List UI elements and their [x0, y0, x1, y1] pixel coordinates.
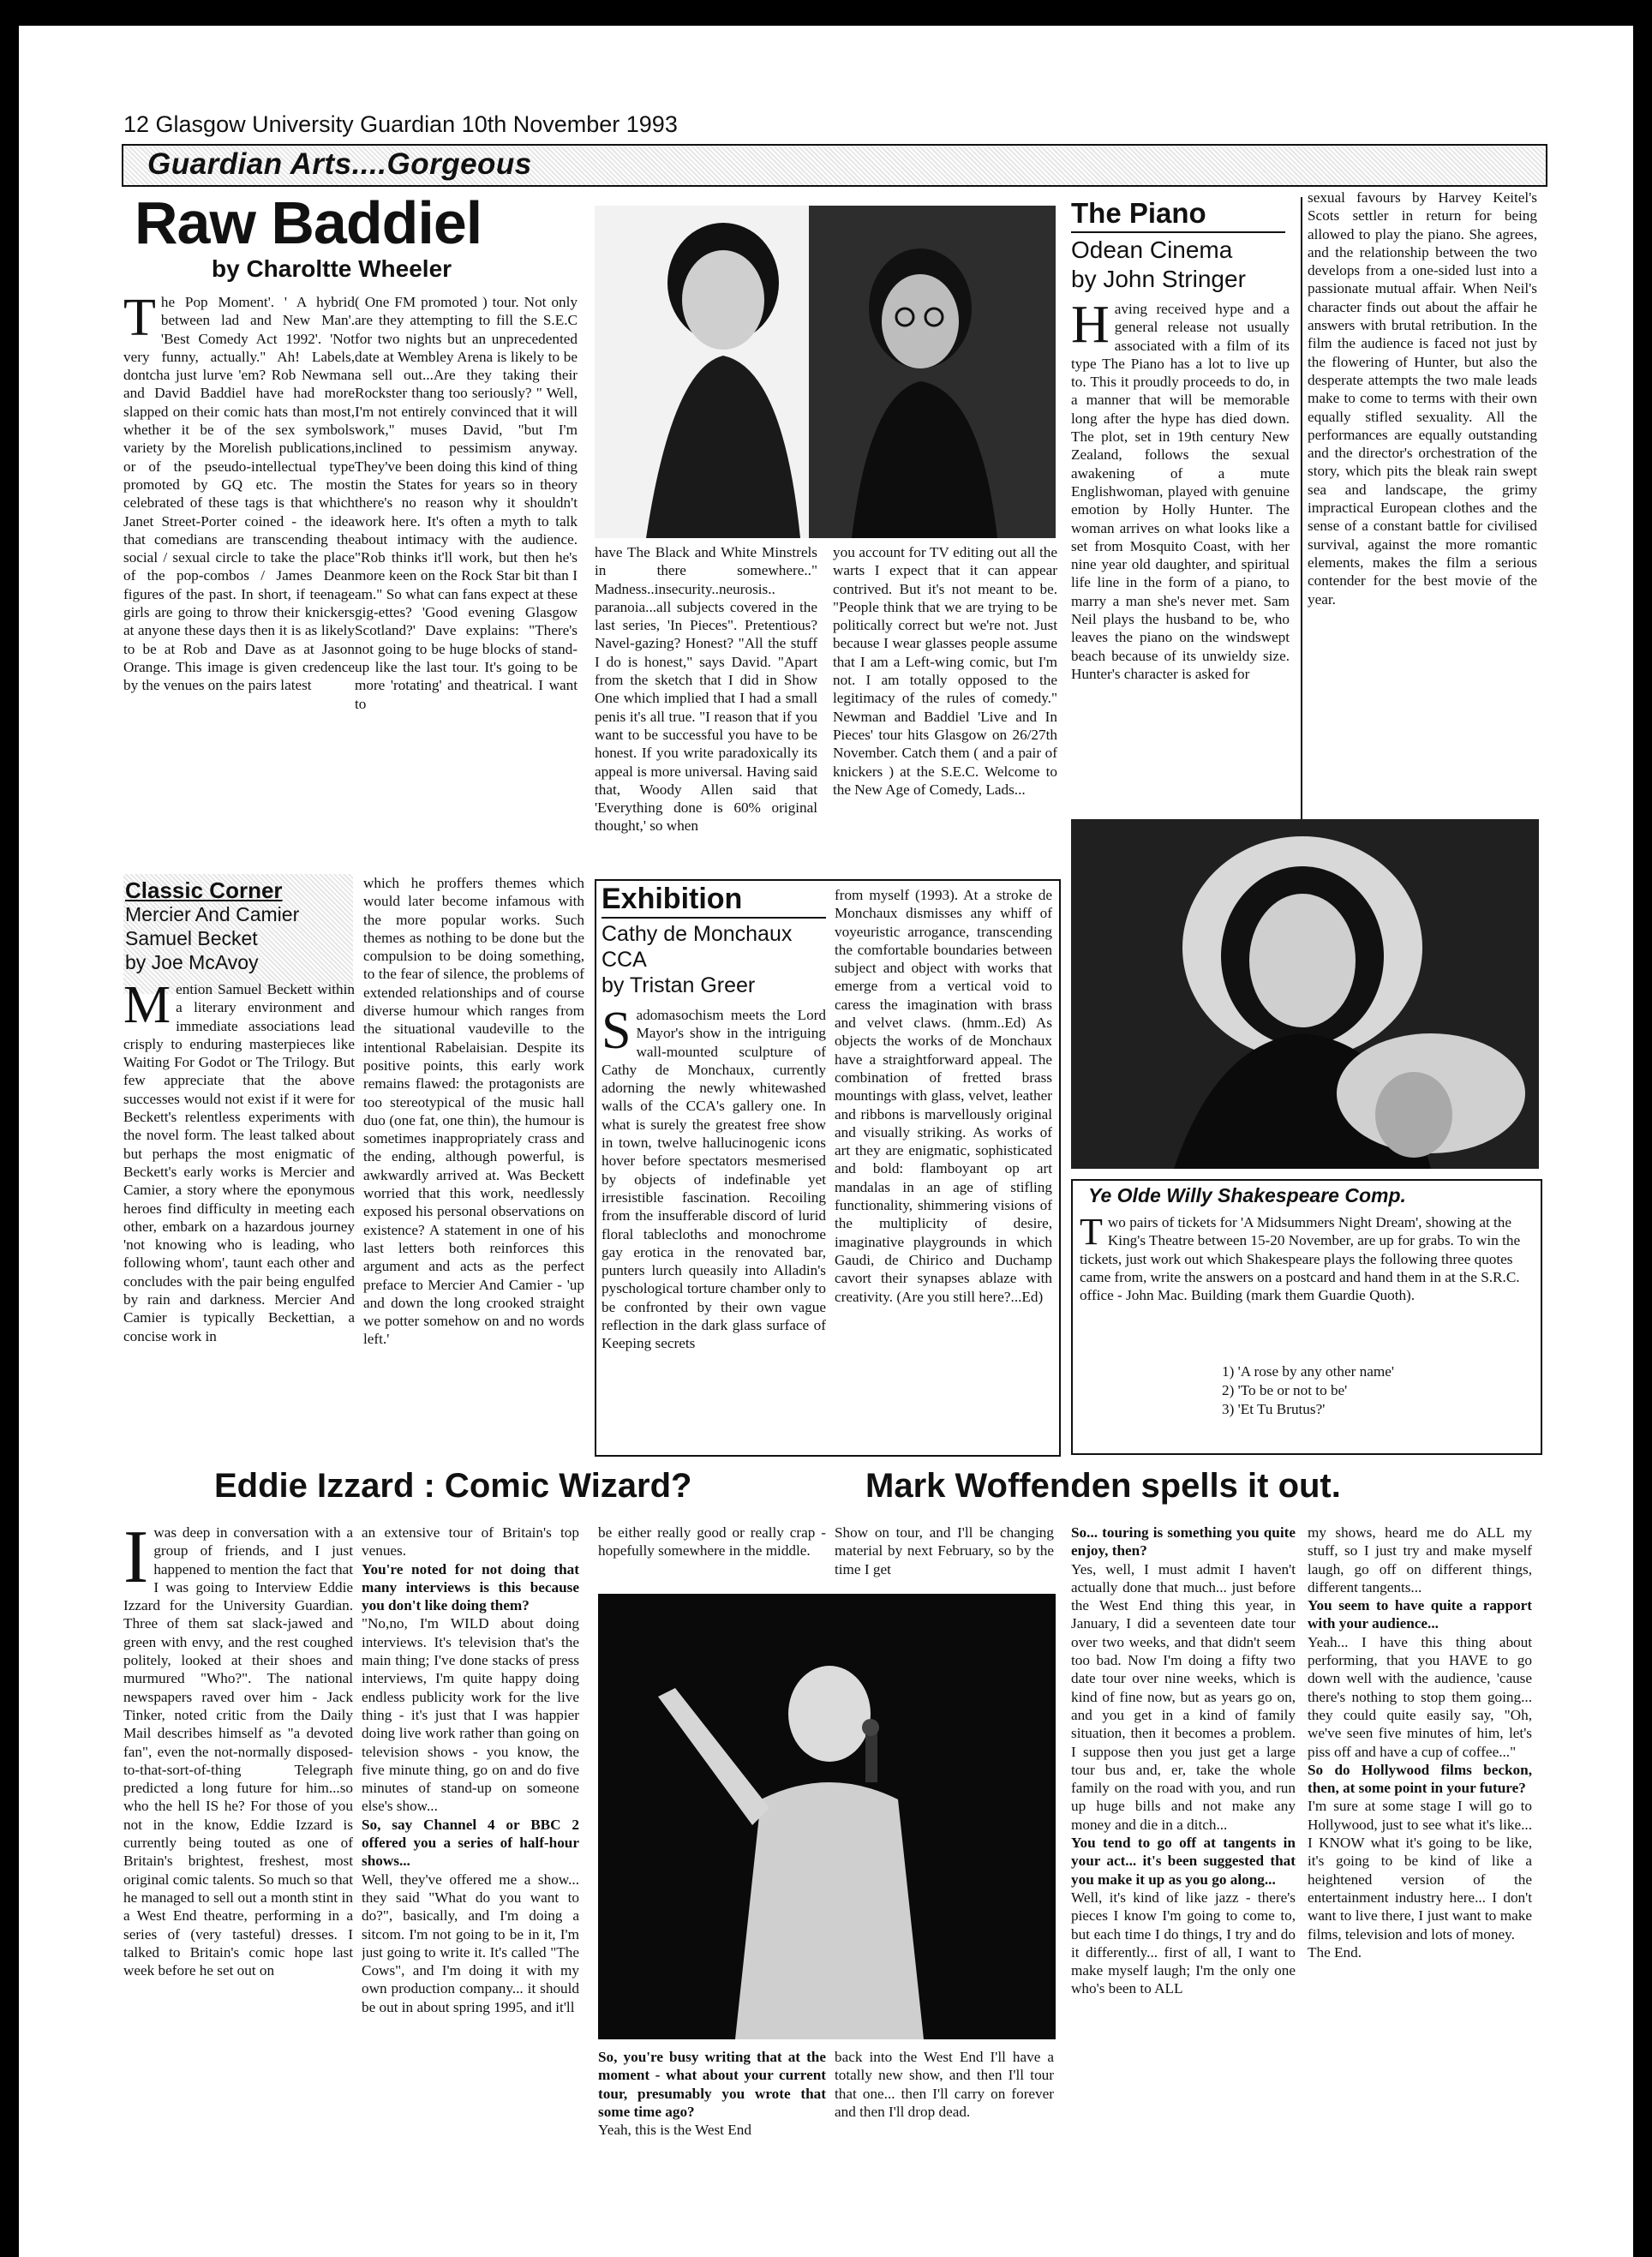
izzard-column-1: Iwas deep in conversation with a group of friends, and I just happened to mention the fact that I was going to Interview Eddie Izzard for the University Guardian. Three of them sat slack-jawed and green with envy, and the rest coughed politely, looked at their shoes and murmured "Who?". The national newspapers raved over him - Jack Tinker, noted critic from the Daily Mail describes himself as "a devoted fan", even the not-normally disposed-to-that-sort-of-thing Telegraph predicted a long future for him...so who the hell IS he? For those of you not in the know, Eddie Izzard is currently being touted as one of Britain's brightest, freshest, most original comic talents. So much so that he managed to sell out a month stint in a West End theatre, performing in a series of (very tasteful) dresses. I talked to Britain's comic hope last week before he set out on: [123, 1524, 353, 1979]
dropcap: S: [602, 1006, 631, 1060]
baddiel-column-4: you account for TV editing out all the warts I expect that it can appear contrived. But it's not meant to be. "People think that we are trying to be politically correct but we're not. Just because I wear glasses people assume that I am a Left-wing comic, but I'm not. I am totally opposed to the legitimacy of the rules of comedy." Newman and Baddiel 'Live and In Pieces' tour hits Glasgow on 26/27th November. Catch them ( and a pair of knickers ) at the S.E.C. Welcome to the New Age of Comedy, Lads...: [833, 544, 1057, 798]
exhibition-title: Exhibition: [602, 883, 743, 915]
newspaper-page: [19, 26, 1633, 2257]
baddiel-newman-photo: [595, 206, 1056, 538]
quote-item: 3) 'Et Tu Brutus?': [1222, 1401, 1326, 1417]
section-banner-title: Guardian Arts....Gorgeous: [147, 147, 532, 181]
quote-item: 1) 'A rose by any other name': [1222, 1363, 1394, 1380]
piano-column-2: sexual favours by Harvey Keitel's Scots settler in return for being allowed to play the piano. She agrees, and the relationship between the two develops from a one-sided lust into a passionate mutual affair. When Neil's character finds out about the affair he answers with brutal retribution. In the film the audience is faced not just by the flowering of Hunter, but also the desperate attempts the two male leads make to come to terms with their own equally stifled sexuality. All the performances are equally outstanding and the director's orchestration of the story, which pits the bleak rain swept sea and landscape, the grimy impractical European clothes and the sense of a constant battle for civilised survival, against the more romantic elements, makes the film a serious contender for the best movie of the year.: [1308, 189, 1537, 608]
izzard-column-4: Show on tour, and I'll be changing material by next February, so by the time I get: [835, 1524, 1054, 1578]
izzard-headline-2: Mark Woffenden spells it out.: [865, 1467, 1341, 1505]
baddiel-column-1: The Pop Moment'. ' A hybrid between lad and New Man'. 'Best Comedy Act 1992'. 'Not very funny, actually." Ah! Labels, dontcha just lurve 'em? Rob Newman and David Baddiel have had more slapped on their comic hats than most, whether it be of the sex symbols variety by the Morelish publications, or of the pseudo-intellectual type promoted by GQ etc. The most celebrated of these tags is that which Janet Street-Porter coined - the idea that comedians are transcending the social / sexual circle to take the place of the pop-combos / James Dean figures of the past. In short, if teenage girls are going to throw their knickers at anyone these days then it is as likely to be at Rob and Dave as at Jason Orange. This image is given credence by the venues on the pairs latest: [123, 293, 355, 694]
dropcap: M: [123, 980, 171, 1034]
exhibition-title-rule: [602, 917, 826, 919]
article-end: The End.: [1308, 1943, 1362, 1961]
baddiel-column-3: have The Black and White Minstrels in there somewhere.." Madness..insecurity..neurosis.. paranoia...all subjects covered in the last series, 'In Pieces". Pretentious? Navel-gazing? Honest? "All the stuff I do is honest," says David. "Apart from the sketch that I did in Show One which implied that I had a small penis it's all true. "I reason that if you want to be successful you have to be honest. If you write paradoxically its appeal is more universal. Having said that, Woody Allen said that 'Everything done is 60% original thought,' so when: [595, 544, 817, 835]
photo-duo-illustration: [595, 206, 1056, 538]
exhibition-subtitle-2: CCA: [602, 948, 647, 972]
piano-film-still: [1071, 819, 1539, 1169]
dropcap: T: [123, 293, 156, 347]
piano-column-rule: [1301, 197, 1302, 823]
exhibition-subtitle-1: Cathy de Monchaux: [602, 922, 793, 946]
izzard-column-5: So... touring is something you quite enjoy, then? Yes, well, I must admit I haven't actually done that much... just before the West End thing this year, in January, I did a seventeen date tour over two weeks, and that didn't seem too bad. Now I'm doing a fifty two date tour over nine weeks, which is kind of fine now, but as years go on, and you get in a kind of family situation, then it becomes a problem. I suppose then you just get a large tour bus and, er, take the whole family on the road with you, and run up huge bills and not make any money and die in a ditch... You tend to go off at tangents in your act... it's been suggested that you make it up as you go along... Well, it's kind of like jazz - there's pieces I know I'm going to come to, but each time I do things, I try and do it differently... first of all, I want to make myself laugh; I'm the only one who's been to ALL: [1071, 1524, 1296, 1997]
classic-title: Classic Corner: [125, 877, 283, 903]
classic-column-1: Mention Samuel Beckett within a literary environment and immediate associations lead crisply to enduring masterpieces like Waiting For Godot or The Trilogy. But few appreciate that the above successes would not exist if it were for Beckett's relentless experiments with the novel form. The least talked about but perhaps the most enigmatic of Beckett's early works is Mercier and Camier, a story where the eponymous heroes find difficulty in meeting each other, embark on a hazardous journey 'not knowing who is leading, who following whom', taunt each other and concludes with the pair being engulfed by rain and darkness. Mercier And Camier is typically Beckettian, a concise work in: [123, 980, 355, 1344]
quote-item: 2) 'To be or not to be': [1222, 1382, 1348, 1398]
izzard-photo: [598, 1594, 1056, 2039]
piano-byline: by John Stringer: [1071, 266, 1246, 292]
piano-title: The Piano: [1071, 197, 1206, 229]
izzard-headline: Eddie Izzard : Comic Wizard?: [214, 1467, 692, 1505]
dropcap: I: [123, 1524, 149, 1599]
section-banner: [122, 144, 1547, 187]
classic-byline: by Joe McAvoy: [125, 951, 259, 973]
exhibition-column-2: from myself (1993). At a stroke de Monchaux dismisses any whiff of voyeuristic arrogance, transcending the comfortable boundaries between subject and object with works that emerge from a vertical void to caress the imagination with brass and velvet claws. (hmm..Ed) As objects the works of de Monchaux have a straightforward appeal. The combination of fretted brass mountings with glass, velvet, leather and ribbons is marvellously original and visually striking. As works of art they are enigmatic, sophisticated and bold: flamboyant op art mandalas in an age of stifling functionality, shimmering visions of the multiplicity of desire, imaginative playgrounds in which Gaudi, de Chirico and Duchamp cavort their synapses ablaze with creativity. (Are you still here?...Ed): [835, 887, 1052, 1305]
classic-column-2: which he proffers themes which would later become infamous with the more popular works. Such themes as nothing to be done but the compulsion to be doing something, to the fear of silence, the problems of extended relationships and of course diverse humour which ranges from the situational vaudeville to the intentional Rabelaisian. Despite its positive points, this early work remains flawed: the protagonists are too stereotypical of the music hall duo (one fat, one thin), the humour is sometimes inappropriately crass and the ending, although powerful, is awkwardly arrived at. Was Beckett worried that this work, needlessly exposed his personal observations on existence? A statement in one of his last letters both reinforces this argument and acts as the perfect preface to Mercier And Camier - 'up and down the long crooked straight we potter somehow on and no words left.': [363, 875, 584, 1348]
shakespeare-quotes: [1222, 1362, 1394, 1419]
exhibition-byline: by Tristan Greer: [602, 973, 756, 997]
baddiel-byline: by Charoltte Wheeler: [212, 255, 452, 282]
page-header: 12 Glasgow University Guardian 10th November 1993: [123, 111, 678, 137]
classic-subtitle-2: Samuel Becket: [125, 927, 258, 949]
izzard-column-6: my shows, heard me do ALL my stuff, so I just try and make myself laugh, go off on different things, different tangents... You seem to have quite a rapport with your audience... Yeah... I have this thing about performing, that you HAVE to go down well with the audience, 'cause there's nothing to stop them going... they could quite easily say, "Oh, we've seen five minutes of him, let's piss off and have a cup of coffee..." So do Hollywood films beckon, then, at some point in your future? I'm sure at some stage I will go to Hollywood, just to see what it's like... I KNOW what it's going to be like, it's going to be kind of like a heightened version of the entertainment industry here... I don't want to live there, I just want to make films, television and lots of money. The End.: [1308, 1524, 1532, 1961]
baddiel-headline: Raw Baddiel: [135, 189, 482, 256]
piano-title-rule: [1071, 231, 1285, 233]
piano-venue: Odean Cinema: [1071, 236, 1233, 263]
exhibition-column-1: Sadomasochism meets the Lord Mayor's show in the intriguing wall-mounted sculpture of Cathy de Monchaux, currently adorning the newly whitewashed walls of the CCA's gallery one. In what is surely the greatest free show in town, twelve hallucinogenic icons hover before spectators mesmerised by objects of indefinable yet irresistible fascination. Recoiling from the insufferable discord of lurid floral tablecloths and monochrome gay erotica in the renovated bar, punters lurch queasily into Alladin's pyschological torture chamber only to be confronted by their own vague reflection in the dark glass surface of Keeping secrets: [602, 1006, 826, 1352]
izzard-column-2: an extensive tour of Britain's top venues. You're noted for not doing that many interviews is this because you don't like doing them? "No,no, I'm WILD about doing interviews. It's television that's the main thing; I've done stacks of press interviews, I'm quite happy doing endless publicity work for the live thing - it's just that I was happier doing live work rather than going on television shows - you know, the five minute thing, go on and do five minutes of stand-up on someone else's show... So, say Channel 4 or BBC 2 offered you a series of half-hour shows... Well, they've offered me a show... they said "What do you want to do?", basically, and I'm doing a sitcom. I'm not going to be in it, I'm just going to write it. It's called "The Cows", and I'm doing it with my own production company... it should be out in about spring 1995, and it'll: [362, 1524, 579, 2015]
piano-column-1: Having received hype and a general release not usually associated with a film of its type The Piano has a lot to live up to. This it proudly proceeds to do, in a manner that will be memorable long after the hype has died down. The plot, set in 19th century New Zealand, follows the sexual awakening of a mute Englishwoman, played with genuine emotion by Holly Hunter. The woman arrives on what looks like a set from Mosquito Coast, with her nine year old daughter, and spiritual life line in the form of a piano, to marry a man she's never met. Sam Neil plays the husband to be, who leaves the piano on the windswept beach because of its unwieldy size. Hunter's character is asked for: [1071, 300, 1290, 682]
dropcap: H: [1071, 300, 1110, 354]
shakespeare-body: Two pairs of tickets for 'A Midsummers Night Dream', showing at the King's Theatre between 15-20 November, are up for grabs. To win the tickets, just work out which Shakespeare plays the following three quotes came from, write the answers on a postcard and hand them in at the S.R.C. office - John Mac. Building (mark them Guardie Quoth).: [1080, 1213, 1521, 1304]
classic-subtitle-1: Mercier And Camier: [125, 903, 300, 925]
photo-bonnet-illustration: [1071, 819, 1539, 1169]
izzard-under-photo-left: So, you're busy writing that at the moment - what about your current tour, presumably you wrote that some time ago? Yeah, this is the West End: [598, 2049, 826, 2139]
baddiel-column-2: ( One FM promoted ) tour. Not only are they attempting to fill the S.E.C for two nights but an unprecedented date at Wembley Arena is likely to be a sell out...Are they taking their Rockster thang too seriously? " Well, I'm not entirely convinced that it will work," muses David, "but I'm inclined to pessimism anyway. They've been doing this kind of thing in the States for years so in theory there's no reason why it shouldn't work here. It's often a myth to talk about intimacy with the audience. "Rob thinks it'll work, but then he's more keen on the Rock Star bit than I am." So what can fans expect at these gig-ettes? 'Good evening Glasgow Scotland?' Dave explains: "There's not going to be huge blocks of stand-up like the last tour. It's going to be more 'rotating' and theatrical. I want to: [355, 294, 578, 712]
izzard-column-3: be either really good or really crap - hopefully somewhere in the middle.: [598, 1524, 826, 1560]
shakespeare-title: Ye Olde Willy Shakespeare Comp.: [1088, 1184, 1406, 1206]
photo-performer-illustration: [598, 1594, 1056, 2039]
izzard-under-photo-right: back into the West End I'll have a totally new show, and then I'll tour that one... then I'll carry on forever and then I'll drop dead.: [835, 2049, 1054, 2120]
dropcap: T: [1080, 1213, 1103, 1253]
